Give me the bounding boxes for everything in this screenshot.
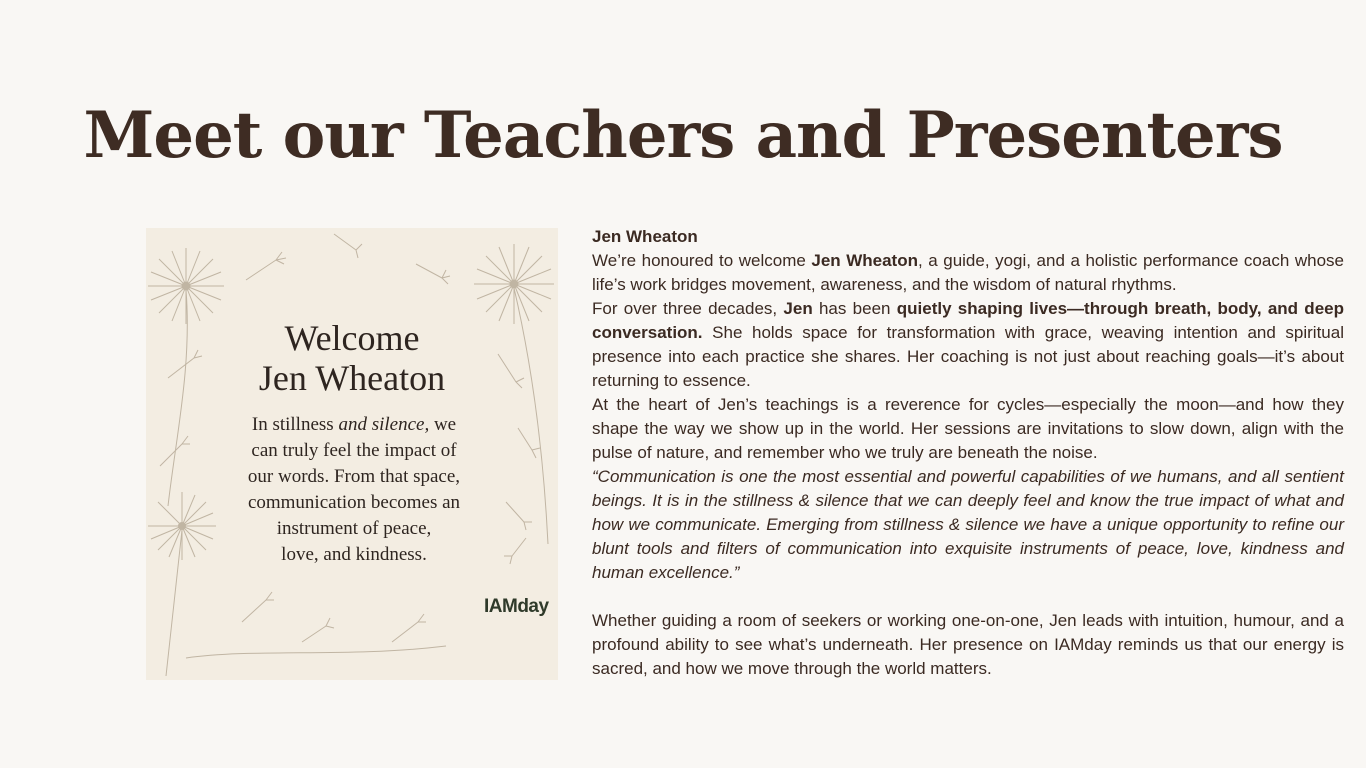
card-message-line: love, and kindness. bbox=[281, 544, 427, 565]
logo-text: IAMday bbox=[484, 596, 549, 617]
iamday-logo bbox=[462, 568, 556, 648]
bio-quote: “Communication is one the most essential and powerful capabilities of we humans, and all sentient beings. It is in the stillness & silence that we can deeply feel and know the true impact of what and how we communicate. Emerging from stillness & silence we have a unique opportunity to refine our blunt tools and filters of communication into exquisite instruments of peace, love, kindness and human excellence.” bbox=[592, 467, 1344, 582]
card-message-line: communication becomes an bbox=[247, 492, 461, 513]
bio-paragraph-experience: For over three decades, Jen has been quietly shaping lives—through breath, body, and deep conversation. She holds space for transformation with grace, weaving intention and spiritual presence into each practice she shares. Her coaching is not just about reaching goals—it’s about returning to essence. bbox=[592, 299, 1344, 390]
presenter-bio bbox=[592, 225, 1344, 681]
card-message-line: can truly feel the impact of bbox=[251, 440, 457, 461]
card-message bbox=[236, 412, 472, 568]
presenter-name: Jen Wheaton bbox=[592, 227, 698, 246]
card-message-line: In stillness and silence, we bbox=[251, 414, 457, 435]
page-title: Meet our Teachers and Presenters bbox=[83, 98, 1283, 173]
welcome-card-image bbox=[146, 228, 558, 680]
paragraph-spacer bbox=[592, 585, 1344, 609]
bio-paragraph-intro: We’re honoured to welcome Jen Wheaton, a guide, yogi, and a holistic performance coach whose life’s work bridges movement, awareness, and the wisdom of natural rhythms. bbox=[592, 251, 1344, 294]
bio-paragraph-teachings: At the heart of Jen’s teachings is a reverence for cycles—especially the moon—and how they shape the way we show up in the world. Her sessions are invitations to slow down, align with the pulse of nature, and remember who we truly are beneath the noise. bbox=[592, 395, 1344, 462]
card-heading-name: Jen Wheaton bbox=[258, 358, 446, 398]
bio-paragraph-closing: Whether guiding a room of seekers or working one-on-one, Jen leads with intuition, humour, and a profound ability to see what’s underneath. Her presence on IAMday reminds us that our energy is sacred, and how we move through the world matters. bbox=[592, 611, 1344, 678]
card-message-line: our words. From that space, bbox=[247, 466, 461, 487]
card-message-line: instrument of peace, bbox=[276, 518, 432, 539]
card-heading-welcome: Welcome bbox=[284, 318, 420, 358]
